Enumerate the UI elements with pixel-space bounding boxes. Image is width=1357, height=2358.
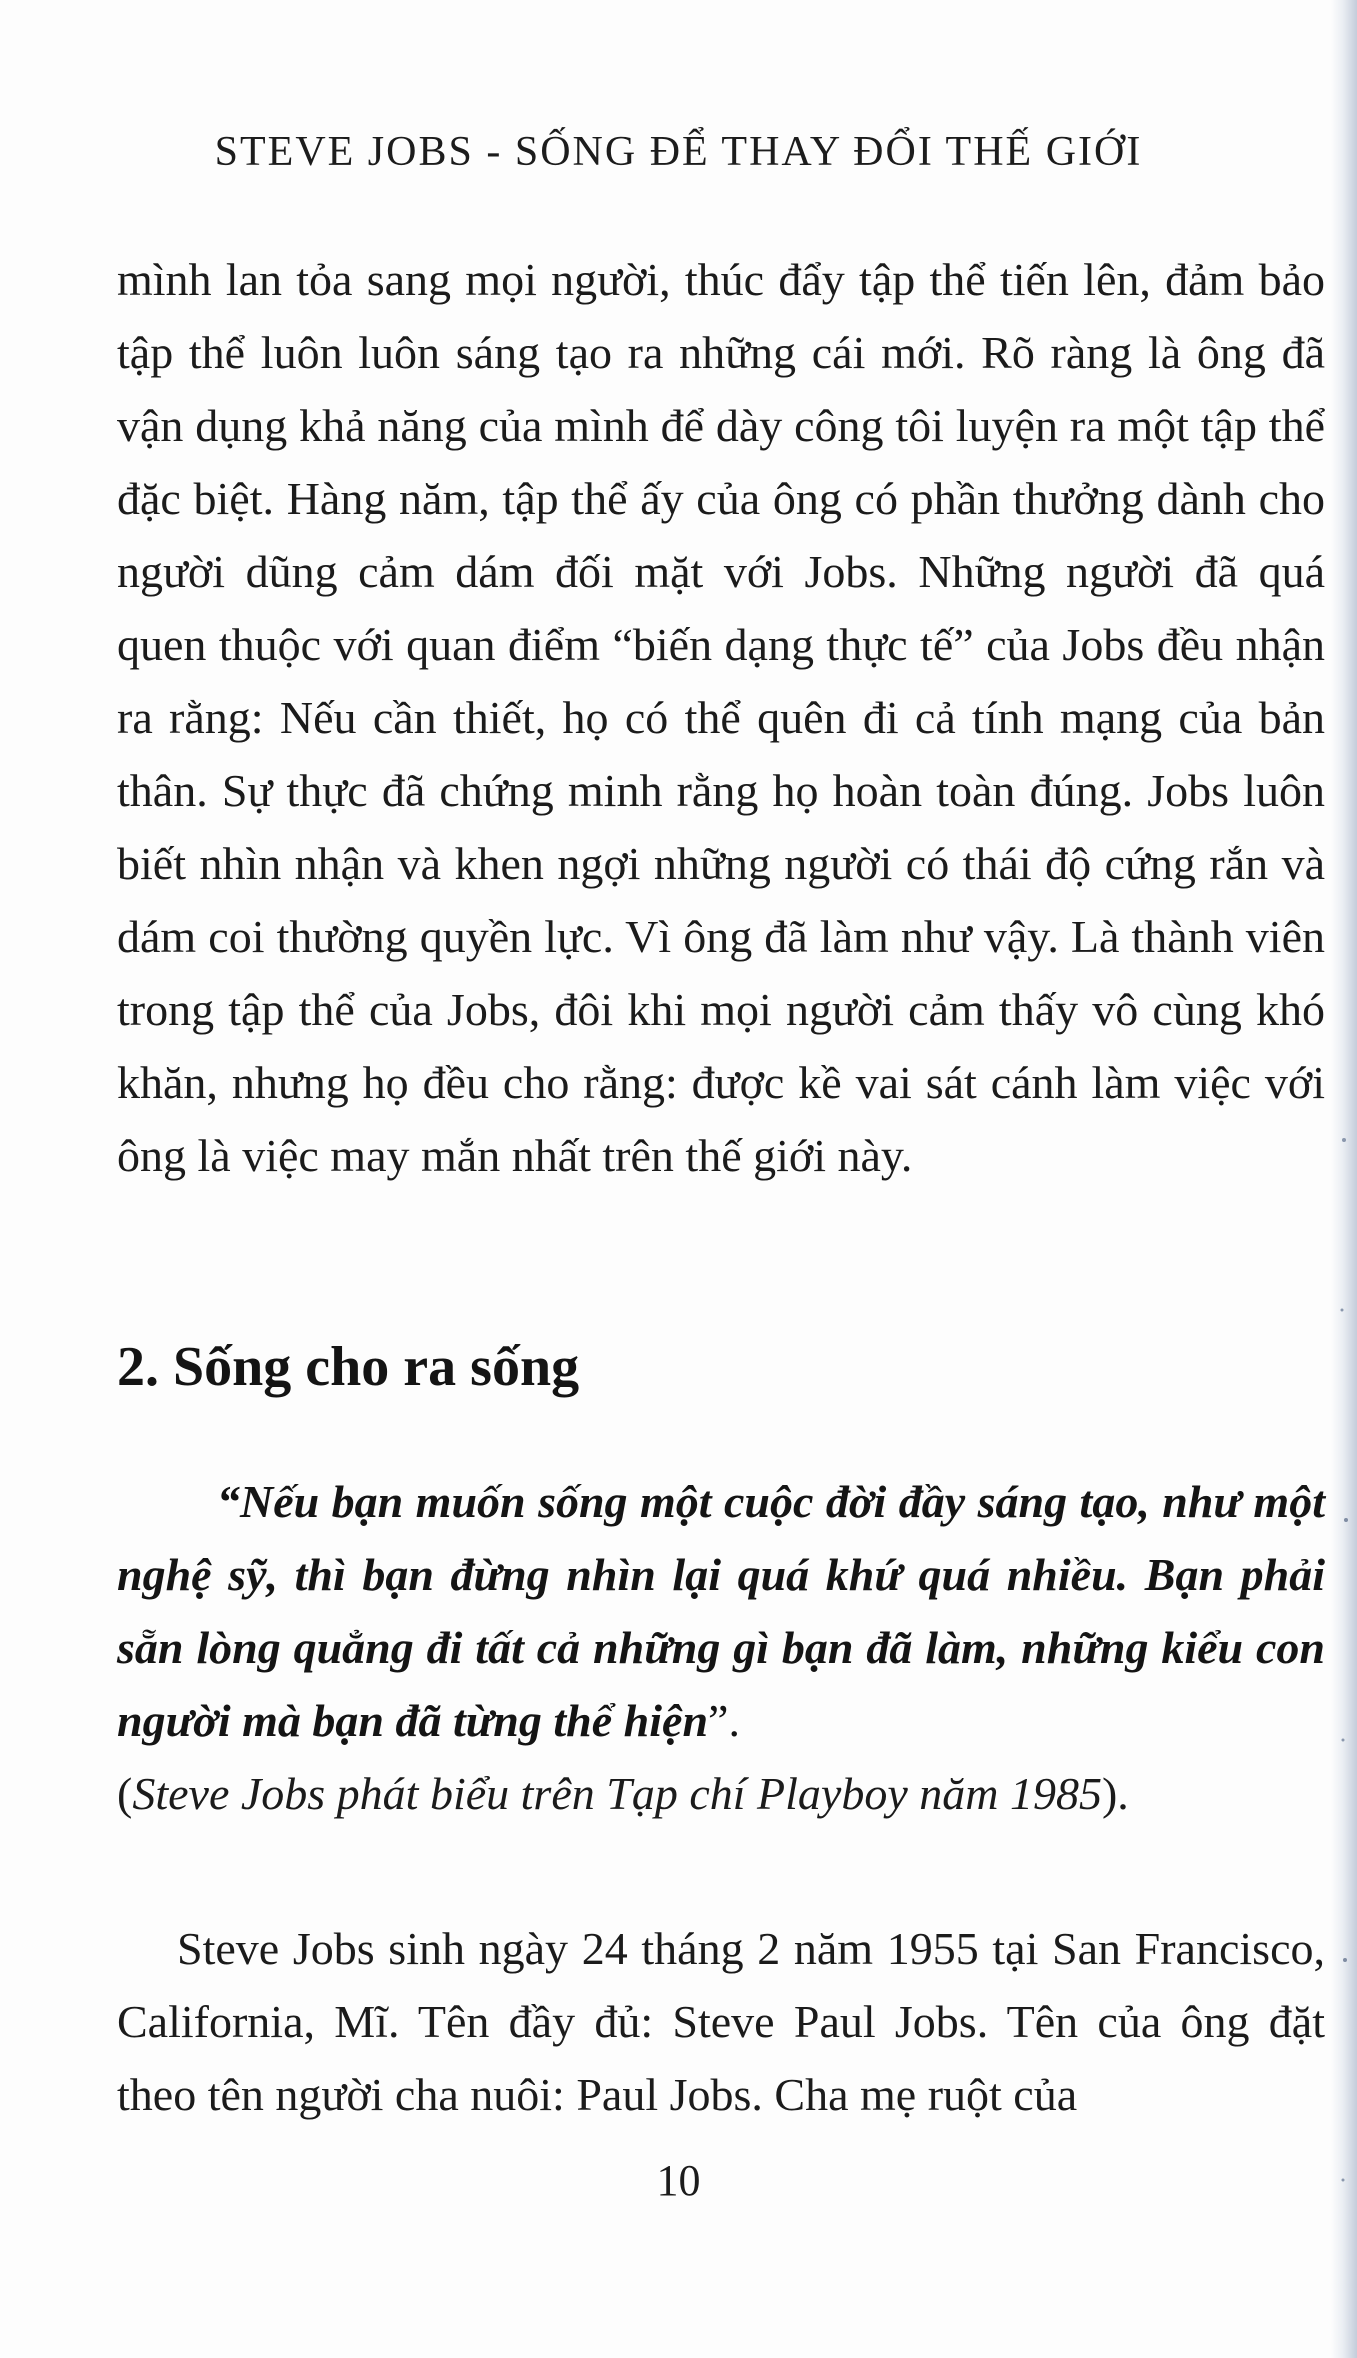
section-title: 2. Sống cho ra sống [117, 1336, 580, 1398]
quote-text: “Nếu bạn muốn sống một cuộc đời đầy sáng tạo, như một nghệ sỹ, thì bạn đừng nhìn lại quá khứ quá nhiều. Bạn phải sẵn lòng quẳng đi tất cả những gì bạn đã làm, những kiểu con người mà bạn đã từng thể hiện [117, 1476, 1325, 1746]
source-open: ( [117, 1768, 133, 1819]
source-close: ). [1101, 1768, 1129, 1819]
quote-closing: ”. [708, 1695, 740, 1746]
page-number: 10 [656, 2156, 701, 2205]
running-head: STEVE JOBS - SỐNG ĐỂ THAY ĐỔI THẾ GIỚI [214, 129, 1143, 175]
body-paragraph-2: Steve Jobs sinh ngày 24 tháng 2 năm 1955 tại San Francisco, California, Mĩ. Tên đầy đủ: Steve Paul Jobs. Tên của ông đặt theo tên người cha nuôi: Paul Jobs. Cha mẹ ruột của [117, 1923, 1325, 2120]
quote-source [117, 1757, 1325, 1830]
source-text: Steve Jobs phát biểu trên Tạp chí Playboy năm 1985 [132, 1768, 1102, 1819]
scan-specks-decoration [1337, 1100, 1351, 2300]
epigraph-quote [117, 1465, 1325, 1757]
body-paragraph-1: mình lan tỏa sang mọi người, thúc đẩy tập thể tiến lên, đảm bảo tập thể luôn luôn sáng tạo ra những cái mới. Rõ ràng là ông đã vận dụng khả năng của mình để dày công tôi luyện ra một tập thể đặc biệt. Hàng năm, tập thể ấy của ông có phần thưởng dành cho người dũng cảm dám đối mặt với Jobs. Những người đã quá quen thuộc với quan điểm “biến dạng thực tế” của Jobs đều nhận ra rằng: Nếu cần thiết, họ có thể quên đi cả tính mạng của bản thân. Sự thực đã chứng minh rằng họ hoàn toàn đúng. Jobs luôn biết nhìn nhận và khen ngợi những người có thái độ cứng rắn và dám coi thường quyền lực. Vì ông đã làm như vậy. Là thành viên trong tập thể của Jobs, đôi khi mọi người cảm thấy vô cùng khó khăn, nhưng họ đều cho rằng: được kề vai sát cánh làm việc với ông là việc may mắn nhất trên thế giới này. [117, 254, 1325, 1181]
